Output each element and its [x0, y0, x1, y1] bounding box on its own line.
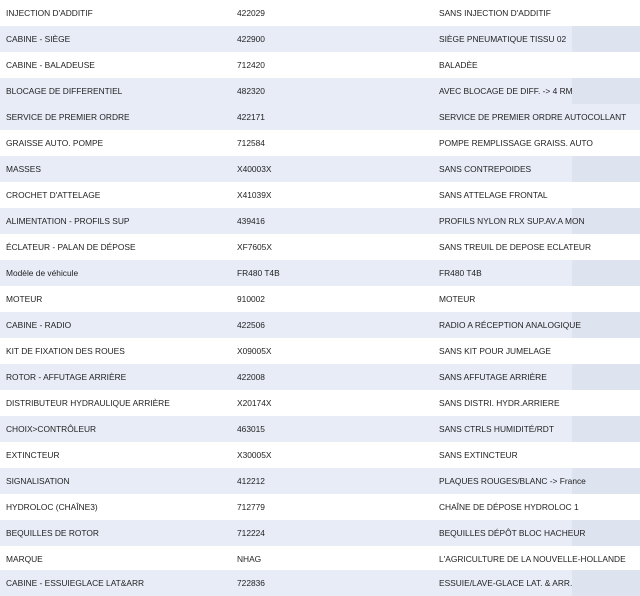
option-value: MOTEUR — [439, 294, 476, 304]
option-value: PLAQUES ROUGES/BLANC -> France — [439, 476, 586, 486]
option-code: 712420 — [237, 60, 265, 70]
option-value: RADIO A RÉCEPTION ANALOGIQUE — [439, 320, 581, 330]
option-code: 910002 — [237, 294, 265, 304]
option-code: 422171 — [237, 112, 265, 122]
option-value: PROFILS NYLON RLX SUP.AV.A MON — [439, 216, 585, 226]
option-value: FR480 T4B — [439, 268, 482, 278]
option-code: X09005X — [237, 346, 272, 356]
table-row — [0, 208, 640, 234]
table-row — [0, 494, 640, 520]
table-row — [0, 104, 640, 130]
option-name: Modèle de véhicule — [6, 268, 79, 278]
table-row — [0, 260, 640, 286]
option-value: SANS EXTINCTEUR — [439, 450, 518, 460]
option-value: L'AGRICULTURE DE LA NOUVELLE-HOLLANDE — [439, 554, 626, 564]
table-row — [0, 0, 640, 26]
option-code: X30005X — [237, 450, 272, 460]
table-row — [0, 546, 640, 572]
table-row — [0, 442, 640, 468]
option-value: BALADÈE — [439, 60, 478, 70]
option-name: GRAISSE AUTO. POMPE — [6, 138, 104, 148]
option-code: 422029 — [237, 8, 265, 18]
option-code: 422008 — [237, 372, 265, 382]
option-value: SANS ATTELAGE FRONTAL — [439, 190, 548, 200]
table-row — [0, 468, 640, 494]
option-name: ALIMENTATION - PROFILS SUP — [6, 216, 130, 226]
option-value: SANS AFFUTAGE ARRIÈRE — [439, 372, 547, 382]
option-value: POMPE REMPLISSAGE GRAISS. AUTO — [439, 138, 593, 148]
option-name: CABINE - RADIO — [6, 320, 72, 330]
option-code: 712224 — [237, 528, 265, 538]
table-row — [0, 26, 640, 52]
option-name: BLOCAGE DE DIFFERENTIEL — [6, 86, 123, 96]
option-value: SANS CONTREPOIDES — [439, 164, 532, 174]
option-name: DISTRIBUTEUR HYDRAULIQUE ARRIÈRE — [6, 398, 170, 408]
option-name: SERVICE DE PREMIER ORDRE — [6, 112, 130, 122]
option-code: NHAG — [237, 554, 262, 564]
option-value: SANS DISTRI. HYDR.ARRIERE — [439, 398, 560, 408]
option-value: SANS KIT POUR JUMELAGE — [439, 346, 552, 356]
table-row — [0, 156, 640, 182]
option-name: MARQUE — [6, 554, 43, 564]
table-row — [0, 364, 640, 390]
option-code: X40003X — [237, 164, 272, 174]
option-value: SANS CTRLS HUMIDITÉ/RDT — [439, 424, 554, 434]
option-code: 722836 — [237, 578, 265, 588]
option-name: HYDROLOC (CHAÎNE3) — [6, 502, 98, 512]
option-name: BEQUILLES DE ROTOR — [6, 528, 99, 538]
option-value: SANS TREUIL DE DEPOSE ECLATEUR — [439, 242, 592, 252]
table-row — [0, 286, 640, 312]
option-name: ROTOR - AFFUTAGE ARRIÈRE — [6, 372, 127, 382]
option-name: CABINE - BALADEUSE — [6, 60, 95, 70]
option-code: 712779 — [237, 502, 265, 512]
option-code: XF7605X — [237, 242, 272, 252]
option-name: CABINE - SIÈGE — [6, 34, 71, 44]
option-code: 712584 — [237, 138, 265, 148]
option-name: CABINE - ESSUIEGLACE LAT&ARR — [6, 578, 145, 588]
table-row — [0, 312, 640, 338]
table-row — [0, 416, 640, 442]
option-name: ÉCLATEUR - PALAN DE DÉPOSE — [6, 242, 136, 252]
option-value: SANS INJECTION D'ADDITIF — [439, 8, 551, 18]
option-name: EXTINCTEUR — [6, 450, 60, 460]
option-name: CHOIX>CONTRÔLEUR — [6, 424, 97, 434]
option-code: 439416 — [237, 216, 265, 226]
option-code: 422900 — [237, 34, 265, 44]
option-name: INJECTION D'ADDITIF — [6, 8, 93, 18]
table-row — [0, 570, 640, 596]
option-value: CHAÎNE DE DÉPOSE HYDROLOC 1 — [439, 502, 579, 512]
table-row — [0, 338, 640, 364]
option-name: KIT DE FIXATION DES ROUES — [6, 346, 125, 356]
option-name: MOTEUR — [6, 294, 43, 304]
option-code: FR480 T4B — [237, 268, 280, 278]
table-row — [0, 234, 640, 260]
table-row — [0, 52, 640, 78]
option-code: X41039X — [237, 190, 272, 200]
option-value: ESSUIE/LAVE-GLACE LAT. & ARR. — [439, 578, 573, 588]
option-code: 412212 — [237, 476, 265, 486]
option-code: 463015 — [237, 424, 265, 434]
option-name: CROCHET D'ATTELAGE — [6, 190, 101, 200]
table-row — [0, 520, 640, 546]
option-code: 482320 — [237, 86, 265, 96]
option-code: 422506 — [237, 320, 265, 330]
option-value: AVEC BLOCAGE DE DIFF. -> 4 RM — [439, 86, 573, 96]
table-row — [0, 130, 640, 156]
option-value: BEQUILLES DÉPÔT BLOC HACHEUR — [439, 528, 586, 538]
option-value: SERVICE DE PREMIER ORDRE AUTOCOLLANT — [439, 112, 627, 122]
option-name: SIGNALISATION — [6, 476, 70, 486]
option-name: MASSES — [6, 164, 41, 174]
option-value: SIÈGE PNEUMATIQUE TISSU 02 — [439, 34, 567, 44]
table-row — [0, 390, 640, 416]
table-row — [0, 182, 640, 208]
table-row — [0, 78, 640, 104]
option-code: X20174X — [237, 398, 272, 408]
